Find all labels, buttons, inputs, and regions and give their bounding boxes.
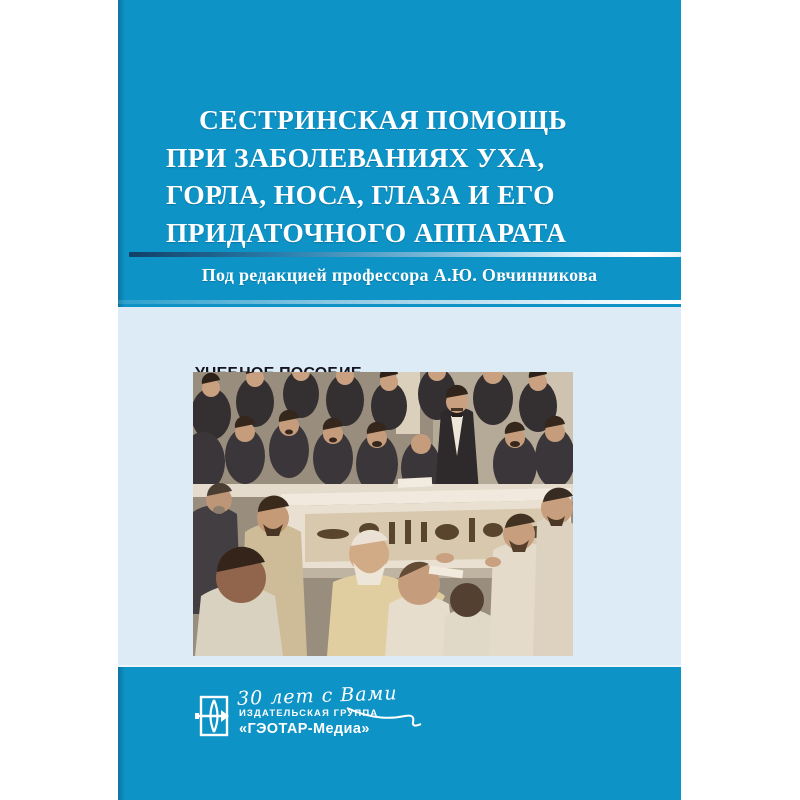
publisher-group-label: ИЗДАТЕЛЬСКАЯ ГРУППА (239, 708, 379, 719)
divider-rule-bottom (118, 300, 681, 304)
title-line: СЕСТРИНСКАЯ ПОМОЩЬ (199, 104, 568, 135)
anniversary-script-text: 30 лет с Вами (236, 682, 398, 710)
book-cover (118, 0, 681, 800)
title-line: ГОРЛА, НОСА, ГЛАЗА И ЕГО (166, 179, 555, 210)
historic-operating-theater-photograph (193, 372, 573, 656)
divider-rule-top (129, 252, 681, 257)
publisher-brand-name: «ГЭОТАР-Медиа» (239, 721, 370, 737)
light-blue-panel (118, 307, 681, 667)
geotar-logo-icon (195, 694, 229, 738)
editor-credit: Под редакцией профессора А.Ю. Овчинникова (201, 265, 598, 285)
book-title (166, 101, 666, 251)
publisher-logo (195, 682, 465, 748)
title-line: ПРИДАТОЧНОГО АППАРАТА (166, 216, 567, 248)
title-line: ПРИ ЗАБОЛЕВАНИЯХ УХА, (166, 141, 545, 173)
